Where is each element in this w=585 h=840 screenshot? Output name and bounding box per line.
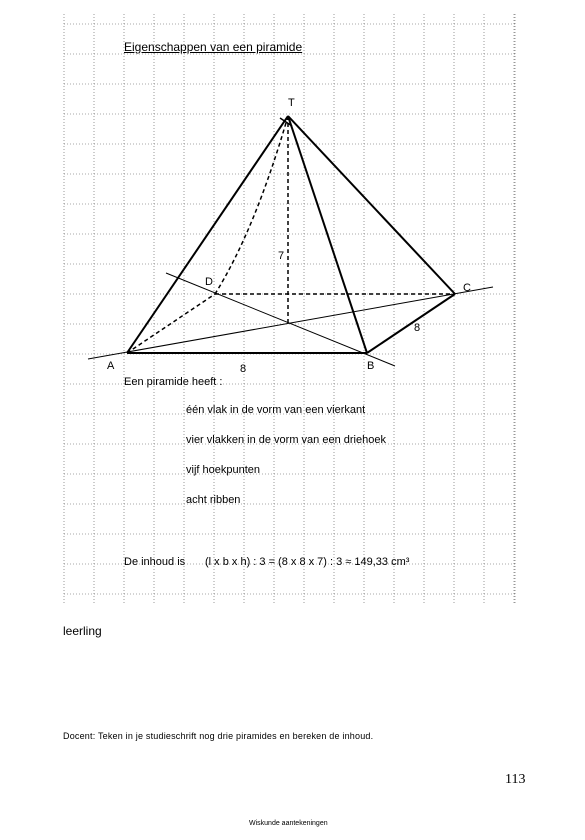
property-item: vijf hoekpunten — [186, 464, 260, 476]
edge-bt — [288, 116, 367, 353]
edge-ct — [288, 116, 455, 294]
volume-formula: (l x b x h) : 3 = (8 x 8 x 7) : 3 ≈ 149,33 cm³ — [205, 556, 410, 568]
properties-intro: Een piramide heeft : — [124, 376, 223, 388]
property-item: acht ribben — [186, 494, 241, 506]
vertex-label-b: B — [367, 360, 375, 372]
page-title: Eigenschappen van een piramide — [124, 40, 303, 54]
side-ab-label: 8 — [240, 363, 247, 375]
edge-bc — [367, 294, 455, 353]
pyramid-drawing — [88, 116, 493, 366]
axis-line-ac — [88, 287, 493, 359]
page-number: 113 — [505, 772, 526, 787]
footer-text: Wiskunde aantekeningen — [249, 820, 328, 827]
property-item: vier vlakken in de vorm van een driehoek — [186, 434, 386, 446]
property-item: één vlak in de vorm van een vierkant — [186, 404, 366, 416]
teacher-note: Docent: Teken in je studieschrift nog drie piramides en bereken de inhoud. — [63, 731, 374, 741]
edge-at — [127, 116, 288, 353]
height-label: 7 — [278, 250, 285, 262]
vertex-label-t: T — [288, 97, 295, 109]
hidden-edge-dt — [215, 116, 288, 294]
side-bc-label: 8 — [414, 322, 421, 334]
student-label: leerling — [63, 624, 102, 638]
vertex-label-d: D — [205, 276, 213, 288]
vertex-label-c: C — [463, 282, 471, 294]
volume-label: De inhoud is — [124, 556, 186, 568]
vertex-label-a: A — [107, 360, 115, 372]
